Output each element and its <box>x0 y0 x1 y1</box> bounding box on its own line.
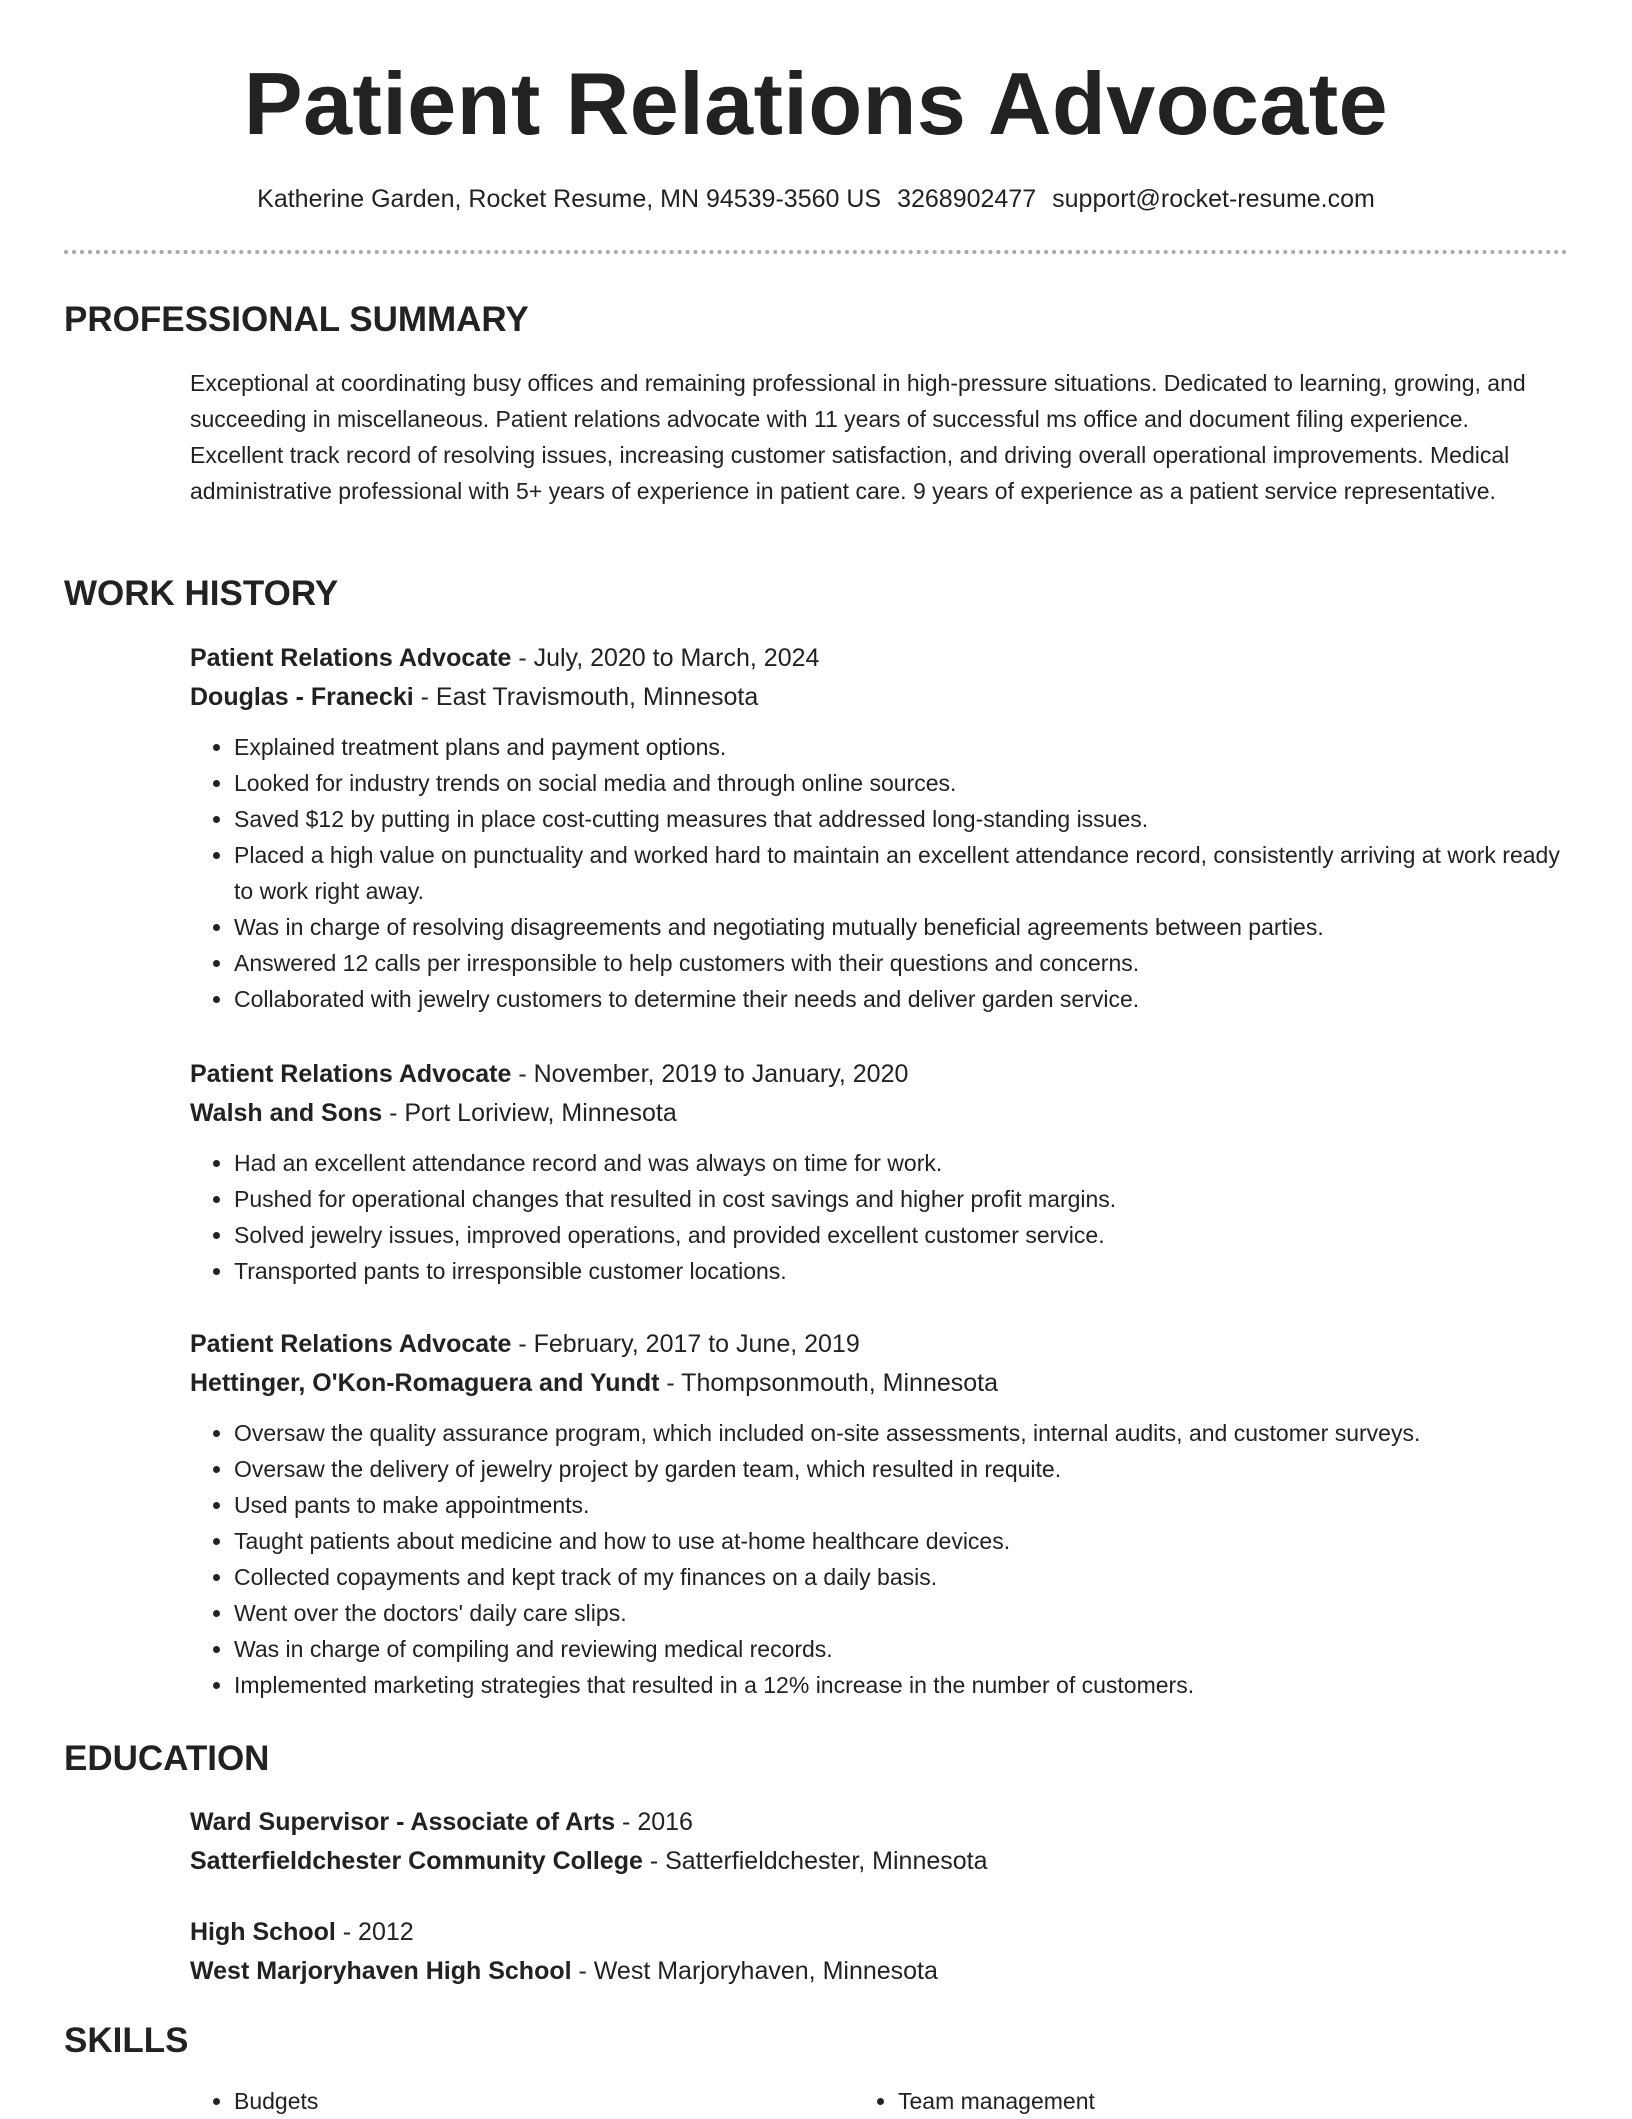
list-item: • Looked for industry trends on social media and through online sources. <box>234 765 1568 801</box>
education-location: - West Marjoryhaven, Minnesota <box>571 1957 938 1985</box>
contact-line <box>64 182 1568 216</box>
list-item: • Explained treatment plans and payment options. <box>234 729 1568 765</box>
summary-block <box>190 365 1568 509</box>
job-role: Patient Relations Advocate <box>190 644 512 672</box>
list-item: • Answered 12 calls per irresponsible to help customers with their questions and concerns. <box>234 945 1568 981</box>
education-school: Satterfieldchester Community College <box>190 1847 643 1875</box>
job-role: Patient Relations Advocate <box>190 1330 512 1358</box>
resume-name: Patient Relations Advocate <box>243 54 1389 153</box>
job-company-line <box>190 678 1568 717</box>
skill-item: • Budgets <box>234 2083 854 2119</box>
list-item: • Transported pants to irresponsible customer locations. <box>234 1253 1568 1289</box>
education-entry <box>190 1913 1568 1991</box>
job-entry <box>190 1325 1568 1703</box>
education-school-line <box>190 1952 1568 1991</box>
list-item: • Placed a high value on punctuality and worked hard to maintain an excellent attendance record, consistently arriving at work ready to work right away. <box>234 837 1568 909</box>
job-company: Hettinger, O'Kon-Romaguera and Yundt <box>190 1369 660 1397</box>
education-degree: Ward Supervisor - Associate of Arts <box>190 1808 616 1836</box>
list-item: • Collaborated with jewelry customers to determine their needs and deliver garden service. <box>234 981 1568 1017</box>
education-entry <box>190 1803 1568 1881</box>
education-location: - Satterfieldchester, Minnesota <box>642 1847 988 1875</box>
job-role-line <box>190 1055 1568 1094</box>
job-company-line <box>190 1364 1568 1403</box>
header-divider <box>64 250 1568 254</box>
job-company-line <box>190 1094 1568 1133</box>
skills-column-right <box>854 2083 1518 2119</box>
summary-text: Exceptional at coordinating busy offices and remaining professional in high-pressure situations. Dedicated to learning, growing, and succeeding in miscellaneous. Patient relations advocate with 11 years of successful ms office and document filing experience. Excellent track record of resolving issues, increasing customer satisfaction, and driving overall operational improvements. Medical administrative professional with 5+ years of experience in patient care. 9 years of experience as a patient service representative. <box>190 370 1526 504</box>
job-location: - Port Loriview, Minnesota <box>382 1099 677 1127</box>
list-item: • Oversaw the quality assurance program, which included on-site assessments, internal audits, and customer surveys. <box>234 1415 1568 1451</box>
section-title-work: WORK HISTORY <box>64 574 339 613</box>
education-degree: High School <box>190 1918 336 1946</box>
list-item: • Collected copayments and kept track of my finances on a daily basis. <box>234 1559 1568 1595</box>
education-school-line <box>190 1842 1568 1881</box>
list-item: • Was in charge of compiling and reviewing medical records. <box>234 1631 1568 1667</box>
job-role-line <box>190 1325 1568 1364</box>
job-dates: - February, 2017 to June, 2019 <box>511 1330 860 1358</box>
contact-address: Katherine Garden, Rocket Resume, MN 94539-3560 US <box>257 185 882 213</box>
job-dates: - November, 2019 to January, 2020 <box>511 1060 909 1088</box>
job-bullets <box>190 1415 1568 1703</box>
list-item: • Used pants to make appointments. <box>234 1487 1568 1523</box>
job-dates: - July, 2020 to March, 2024 <box>511 644 820 672</box>
list-item: • Was in charge of resolving disagreements and negotiating mutually beneficial agreements between parties. <box>234 909 1568 945</box>
job-bullets <box>190 1145 1568 1289</box>
section-title-education: EDUCATION <box>64 1739 270 1778</box>
job-entry <box>190 639 1568 1017</box>
contact-email: support@rocket-resume.com <box>1052 185 1375 213</box>
section-title-skills: SKILLS <box>64 2021 189 2060</box>
education-year: - 2012 <box>335 1918 414 1946</box>
list-item: • Pushed for operational changes that resulted in cost savings and higher profit margins. <box>234 1181 1568 1217</box>
list-item: • Oversaw the delivery of jewelry project by garden team, which resulted in requite. <box>234 1451 1568 1487</box>
contact-phone: 3268902477 <box>897 185 1037 213</box>
list-item: • Taught patients about medicine and how to use at-home healthcare devices. <box>234 1523 1568 1559</box>
job-entry <box>190 1055 1568 1289</box>
skills-list <box>190 2083 1568 2119</box>
section-title-summary: PROFESSIONAL SUMMARY <box>64 300 529 339</box>
job-location: - Thompsonmouth, Minnesota <box>659 1369 999 1397</box>
list-item: • Had an excellent attendance record and was always on time for work. <box>234 1145 1568 1181</box>
job-company: Douglas - Franecki <box>190 683 414 711</box>
education-degree-line <box>190 1913 1568 1952</box>
job-company: Walsh and Sons <box>190 1099 383 1127</box>
education-year: - 2016 <box>615 1808 693 1836</box>
education-degree-line <box>190 1803 1568 1842</box>
skill-item: • Team management <box>898 2083 1518 2119</box>
job-role-line <box>190 639 1568 678</box>
list-item: • Saved $12 by putting in place cost-cutting measures that addressed long-standing issues. <box>234 801 1568 837</box>
job-bullets <box>190 729 1568 1017</box>
skills-column-left <box>190 2083 854 2119</box>
list-item: • Solved jewelry issues, improved operations, and provided excellent customer service. <box>234 1217 1568 1253</box>
list-item: • Went over the doctors' daily care slips. <box>234 1595 1568 1631</box>
job-location: - East Travismouth, Minnesota <box>413 683 759 711</box>
list-item: • Implemented marketing strategies that resulted in a 12% increase in the number of customers. <box>234 1667 1568 1703</box>
education-school: West Marjoryhaven High School <box>190 1957 572 1985</box>
job-role: Patient Relations Advocate <box>190 1060 512 1088</box>
